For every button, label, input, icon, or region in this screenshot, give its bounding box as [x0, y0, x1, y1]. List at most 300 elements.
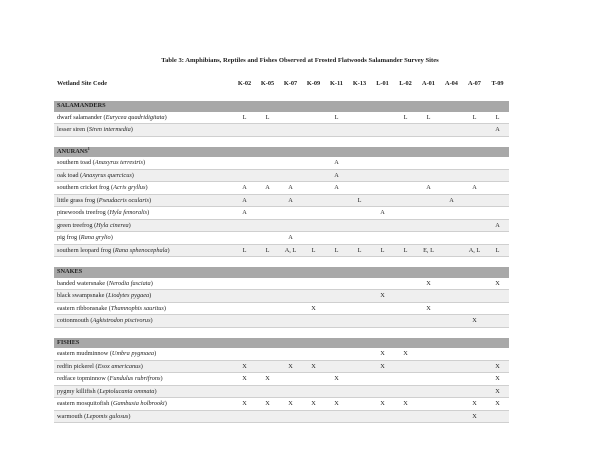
paren-close: ) — [131, 171, 134, 179]
section-spacer — [54, 257, 509, 268]
observation-cell — [371, 194, 394, 207]
observation-cell: L — [325, 244, 348, 257]
species-name-cell — [54, 207, 233, 220]
section-header — [54, 101, 509, 112]
paren-close: ) — [128, 221, 131, 229]
observation-cell — [279, 157, 302, 169]
section-spacer — [54, 136, 509, 147]
species-name-cell — [54, 182, 233, 195]
paren-open: ( — [101, 113, 106, 121]
observation-cell — [394, 360, 417, 373]
common-name: lesser siren — [57, 126, 86, 133]
scientific-name: Agkistrodon piscivorus — [92, 317, 151, 324]
observation-cell — [233, 302, 256, 315]
section-name: FISHES — [57, 338, 80, 346]
species-name-cell — [54, 290, 233, 303]
observation-cell — [325, 278, 348, 290]
observation-cell — [256, 232, 279, 245]
species-name-cell — [54, 348, 233, 360]
observation-cell — [440, 315, 463, 328]
observation-cell — [302, 315, 325, 328]
observation-cell — [463, 373, 486, 386]
observation-cell — [440, 290, 463, 303]
observation-cell — [325, 410, 348, 423]
common-name: redface topminnow — [57, 375, 106, 382]
observation-cell: A — [486, 219, 509, 232]
observation-cell — [325, 360, 348, 373]
observation-cell — [463, 302, 486, 315]
section-name: SNAKES — [57, 268, 83, 275]
section-header — [54, 147, 509, 158]
observation-cell — [417, 360, 440, 373]
observation-cell — [417, 169, 440, 182]
observation-cell: X — [486, 278, 509, 290]
section-header — [54, 267, 509, 278]
common-name: green treefrog — [57, 221, 93, 229]
common-name: eastern ribbonsnake — [57, 304, 108, 312]
observation-cell: A — [486, 124, 509, 137]
observation-cell — [371, 157, 394, 169]
observation-cell: A — [279, 194, 302, 207]
common-name: southern leopard frog — [57, 246, 112, 254]
observation-cell — [371, 302, 394, 315]
observation-cell — [279, 385, 302, 398]
observation-cell — [463, 278, 486, 290]
paren-open: ( — [85, 126, 89, 133]
observation-cell — [256, 169, 279, 182]
observation-cell — [256, 278, 279, 290]
observation-cell — [348, 373, 371, 386]
paren-close: ) — [154, 350, 157, 357]
observation-cell: A — [325, 182, 348, 195]
observation-cell: A, L — [463, 244, 486, 257]
observation-cell: A — [256, 182, 279, 195]
observation-cell: X — [279, 360, 302, 373]
observation-cell — [256, 410, 279, 423]
observation-cell — [417, 219, 440, 232]
observation-cell — [302, 232, 325, 245]
observation-cell — [302, 112, 325, 124]
table-row — [54, 290, 509, 303]
table-row — [54, 348, 509, 360]
observation-cell — [348, 124, 371, 137]
paren-open: ( — [111, 246, 115, 254]
observation-cell — [302, 182, 325, 195]
observation-cell — [256, 302, 279, 315]
species-name-cell — [54, 232, 233, 245]
observation-cell — [256, 360, 279, 373]
species-name-cell — [54, 219, 233, 232]
observation-cell: X — [279, 398, 302, 411]
observation-cell — [371, 182, 394, 195]
scientific-name: Acris gryllus — [113, 184, 146, 191]
observation-cell — [348, 398, 371, 411]
observation-cell: X — [325, 398, 348, 411]
observation-cell — [256, 194, 279, 207]
observation-cell — [463, 232, 486, 245]
observation-cell — [417, 207, 440, 220]
common-name: eastern mudminnow — [57, 350, 109, 357]
scientific-name: Umbra pygmaea — [111, 350, 155, 357]
site-header: L-02 — [399, 80, 412, 87]
observation-cell: A — [371, 207, 394, 220]
observation-cell — [302, 194, 325, 207]
observation-cell — [417, 290, 440, 303]
scientific-name: Lepomis gulosus — [86, 412, 129, 420]
observation-cell — [440, 169, 463, 182]
paren-close: ) — [167, 246, 170, 254]
scientific-name: Thamnophis sauritus — [110, 304, 164, 312]
paren-close: ) — [150, 279, 153, 287]
observation-cell — [325, 315, 348, 328]
observation-cell — [440, 157, 463, 169]
paren-open: ( — [82, 412, 87, 420]
site-header: L-01 — [376, 80, 389, 87]
observation-cell: A — [233, 207, 256, 220]
observation-cell — [486, 410, 509, 423]
observation-cell — [256, 219, 279, 232]
observation-cell: X — [233, 398, 256, 411]
paren-close: ) — [149, 196, 152, 204]
observation-cell — [463, 157, 486, 169]
observation-cell — [463, 207, 486, 220]
table-row — [54, 385, 509, 398]
observation-cell — [440, 182, 463, 195]
paren-open: ( — [104, 292, 109, 299]
observation-cell: X — [417, 278, 440, 290]
observation-cell — [394, 157, 417, 169]
spacer-cell — [54, 136, 509, 147]
observation-cell — [348, 348, 371, 360]
paren-close: ) — [163, 304, 166, 312]
observation-cell — [256, 348, 279, 360]
observation-cell — [394, 385, 417, 398]
common-name: banded watersnake — [57, 279, 106, 287]
observation-cell — [325, 194, 348, 207]
observation-cell — [463, 219, 486, 232]
paren-open: ( — [77, 234, 81, 241]
common-name: eastern mosquitofish — [57, 400, 110, 407]
observation-cell — [440, 398, 463, 411]
observation-cell — [440, 385, 463, 398]
species-name-cell — [54, 373, 233, 386]
observation-cell: L — [463, 112, 486, 124]
table-row — [54, 315, 509, 328]
observation-cell: A — [279, 182, 302, 195]
observation-cell — [371, 124, 394, 137]
observation-cell — [279, 373, 302, 386]
site-header: A-07 — [468, 80, 481, 87]
observation-cell: A — [325, 169, 348, 182]
observation-cell — [279, 410, 302, 423]
species-name-cell — [54, 360, 233, 373]
scientific-name: Liodytes pygaea — [108, 292, 150, 299]
observation-cell — [440, 244, 463, 257]
table-row — [54, 398, 509, 411]
species-name-cell — [54, 315, 233, 328]
site-header: K-07 — [283, 80, 298, 87]
observation-cell — [302, 124, 325, 137]
observation-cell — [233, 219, 256, 232]
wetland-site-code-header: Wetland Site Code — [57, 80, 108, 87]
paren-close: ) — [130, 126, 133, 133]
observation-cell — [302, 290, 325, 303]
common-name: warmouth — [57, 412, 83, 420]
observation-cell: A — [279, 232, 302, 245]
paren-open: ( — [105, 279, 109, 287]
observation-cell — [417, 232, 440, 245]
scientific-name: Anaxyrus quercicus — [82, 171, 132, 179]
table-row — [54, 373, 509, 386]
scientific-name: Hyla femoralis — [109, 209, 148, 216]
table-row — [54, 182, 509, 195]
paren-open: ( — [95, 196, 99, 204]
spacer-cell — [54, 257, 509, 268]
observation-cell: X — [463, 410, 486, 423]
observation-cell — [256, 157, 279, 169]
observation-cell — [233, 385, 256, 398]
observation-cell — [325, 124, 348, 137]
section-spacer — [54, 91, 509, 101]
observation-cell: A — [463, 182, 486, 195]
observation-cell — [440, 207, 463, 220]
observation-cell — [302, 169, 325, 182]
observation-cell — [463, 169, 486, 182]
common-name: pig frog — [57, 234, 78, 241]
observation-cell: A — [417, 182, 440, 195]
observation-cell: X — [486, 360, 509, 373]
observation-cell — [279, 348, 302, 360]
observation-cell — [440, 278, 463, 290]
observation-cell — [348, 112, 371, 124]
observation-cell: L — [486, 112, 509, 124]
section-header-row — [54, 267, 509, 278]
observation-cell — [417, 373, 440, 386]
paren-open: ( — [107, 304, 111, 312]
paren-close: ) — [160, 375, 163, 382]
observation-cell — [325, 348, 348, 360]
observation-cell — [279, 169, 302, 182]
observation-cell — [371, 169, 394, 182]
paren-close: ) — [110, 234, 113, 241]
observation-cell — [233, 157, 256, 169]
observation-cell — [348, 385, 371, 398]
site-header: K-11 — [330, 80, 343, 87]
observation-cell — [486, 207, 509, 220]
header-row — [54, 76, 509, 91]
section-header-row — [54, 147, 509, 158]
species-name-cell — [54, 244, 233, 257]
table-row — [54, 157, 509, 169]
observation-cell: A — [233, 182, 256, 195]
observation-cell: A — [440, 194, 463, 207]
observation-cell — [417, 348, 440, 360]
common-name: southern cricket frog — [57, 184, 110, 191]
section-name: ANURANS — [57, 147, 88, 155]
observation-cell — [279, 219, 302, 232]
observation-cell — [394, 315, 417, 328]
observation-cell: X — [325, 373, 348, 386]
observation-cell — [348, 278, 371, 290]
paren-open: ( — [95, 387, 100, 395]
observation-cell: X — [463, 398, 486, 411]
scientific-name: Rana grylio — [80, 234, 111, 241]
observation-cell — [256, 385, 279, 398]
site-header: A-04 — [445, 80, 458, 87]
observation-cell — [279, 315, 302, 328]
observation-cell — [371, 112, 394, 124]
common-name: black swampsnake — [57, 292, 105, 299]
table-row — [54, 169, 509, 182]
paren-close: ) — [145, 184, 148, 191]
observation-cell — [256, 124, 279, 137]
table-row — [54, 112, 509, 124]
observation-cell — [325, 290, 348, 303]
table-row — [54, 360, 509, 373]
table-body — [54, 91, 509, 423]
observation-cell — [463, 290, 486, 303]
observation-cell — [302, 373, 325, 386]
table-row — [54, 302, 509, 315]
observation-cell: A, L — [279, 244, 302, 257]
table-row — [54, 232, 509, 245]
paren-close: ) — [164, 400, 167, 407]
observation-cell — [233, 169, 256, 182]
observation-cell — [440, 112, 463, 124]
observation-cell — [417, 410, 440, 423]
observation-cell — [302, 278, 325, 290]
observation-cell — [486, 182, 509, 195]
observation-cell — [233, 232, 256, 245]
observation-cell — [394, 232, 417, 245]
observation-cell — [325, 232, 348, 245]
paren-open: ( — [88, 317, 93, 324]
paren-open: ( — [93, 362, 98, 370]
observation-cell — [325, 207, 348, 220]
observation-cell: X — [302, 398, 325, 411]
section-name: SALAMANDERS — [57, 102, 106, 109]
observation-cell: L — [302, 244, 325, 257]
observation-cell — [371, 232, 394, 245]
observation-cell — [279, 290, 302, 303]
observation-cell — [348, 315, 371, 328]
observation-cell: A — [325, 157, 348, 169]
observation-cell: X — [486, 373, 509, 386]
observation-cell — [302, 348, 325, 360]
observation-cell — [279, 207, 302, 220]
paren-open: ( — [109, 184, 114, 191]
observation-cell — [486, 169, 509, 182]
observation-cell — [325, 385, 348, 398]
species-name-cell — [54, 124, 233, 137]
scientific-name: Nerodia fasciata — [108, 279, 151, 287]
observation-cell — [256, 290, 279, 303]
observation-cell — [325, 302, 348, 315]
observation-cell: L — [256, 244, 279, 257]
observation-cell — [417, 194, 440, 207]
observation-cell — [371, 410, 394, 423]
common-name: redfin pickerel — [57, 362, 94, 370]
species-name-cell — [54, 278, 233, 290]
observation-cell — [371, 315, 394, 328]
paren-open: ( — [108, 350, 112, 357]
observation-cell — [463, 360, 486, 373]
common-name: oak toad — [57, 171, 79, 179]
observation-cell — [463, 385, 486, 398]
scientific-name: Siren intermedia — [88, 126, 131, 133]
scientific-name: Anaxyrus terrestris — [94, 159, 143, 166]
observation-cell: X — [371, 398, 394, 411]
observation-cell: X — [486, 385, 509, 398]
paren-open: ( — [105, 375, 110, 382]
observation-cell — [256, 315, 279, 328]
section-header-row — [54, 338, 509, 349]
table-row — [54, 124, 509, 137]
observation-cell: X — [233, 373, 256, 386]
paren-close: ) — [143, 159, 146, 166]
common-name: pinewoods treefrog — [57, 209, 106, 216]
observation-cell: X — [371, 348, 394, 360]
observation-cell: L — [256, 112, 279, 124]
table-row — [54, 207, 509, 220]
observation-cell — [463, 124, 486, 137]
scientific-name: Leptolucania ommata — [99, 387, 155, 395]
observation-cell — [233, 315, 256, 328]
scientific-name: Eurycea quadridigitata — [105, 113, 165, 121]
observation-cell: X — [256, 398, 279, 411]
section-header-row — [54, 101, 509, 112]
scientific-name: Rana sphenocephala — [114, 246, 168, 254]
observation-cell — [371, 278, 394, 290]
observation-cell — [279, 124, 302, 137]
paren-close: ) — [154, 387, 157, 395]
observation-cell — [394, 290, 417, 303]
species-name-cell — [54, 169, 233, 182]
observation-cell — [394, 169, 417, 182]
observation-cell — [440, 360, 463, 373]
observation-cell — [394, 207, 417, 220]
observation-cell — [394, 219, 417, 232]
common-name: southern toad — [57, 159, 92, 166]
observation-cell: L — [348, 244, 371, 257]
section-footnote-marker: 1 — [87, 146, 90, 151]
scientific-name: Esox americanus — [97, 362, 141, 370]
observation-cell — [233, 348, 256, 360]
observation-cell — [440, 232, 463, 245]
observation-cell — [279, 278, 302, 290]
common-name: cottonmouth — [57, 317, 89, 324]
observation-cell — [417, 385, 440, 398]
site-header: K-09 — [306, 80, 321, 87]
observation-cell — [348, 157, 371, 169]
common-name: dwarf salamander — [57, 113, 102, 121]
observation-cell: L — [371, 244, 394, 257]
paren-close: ) — [149, 292, 152, 299]
observation-cell — [371, 219, 394, 232]
paren-open: ( — [78, 171, 83, 179]
observation-cell — [486, 232, 509, 245]
observation-cell — [394, 410, 417, 423]
observation-cell: X — [417, 302, 440, 315]
site-header: A-01 — [422, 80, 435, 87]
paren-open: ( — [105, 209, 110, 216]
observation-cell — [256, 207, 279, 220]
table-title: Table 3: Amphibians, Reptiles and Fishes Observed at Frosted Flatwoods Salamander Survey Sites — [161, 57, 439, 64]
observation-cell: X — [302, 360, 325, 373]
observation-cell: X — [486, 398, 509, 411]
observation-cell — [348, 219, 371, 232]
table-row — [54, 219, 509, 232]
